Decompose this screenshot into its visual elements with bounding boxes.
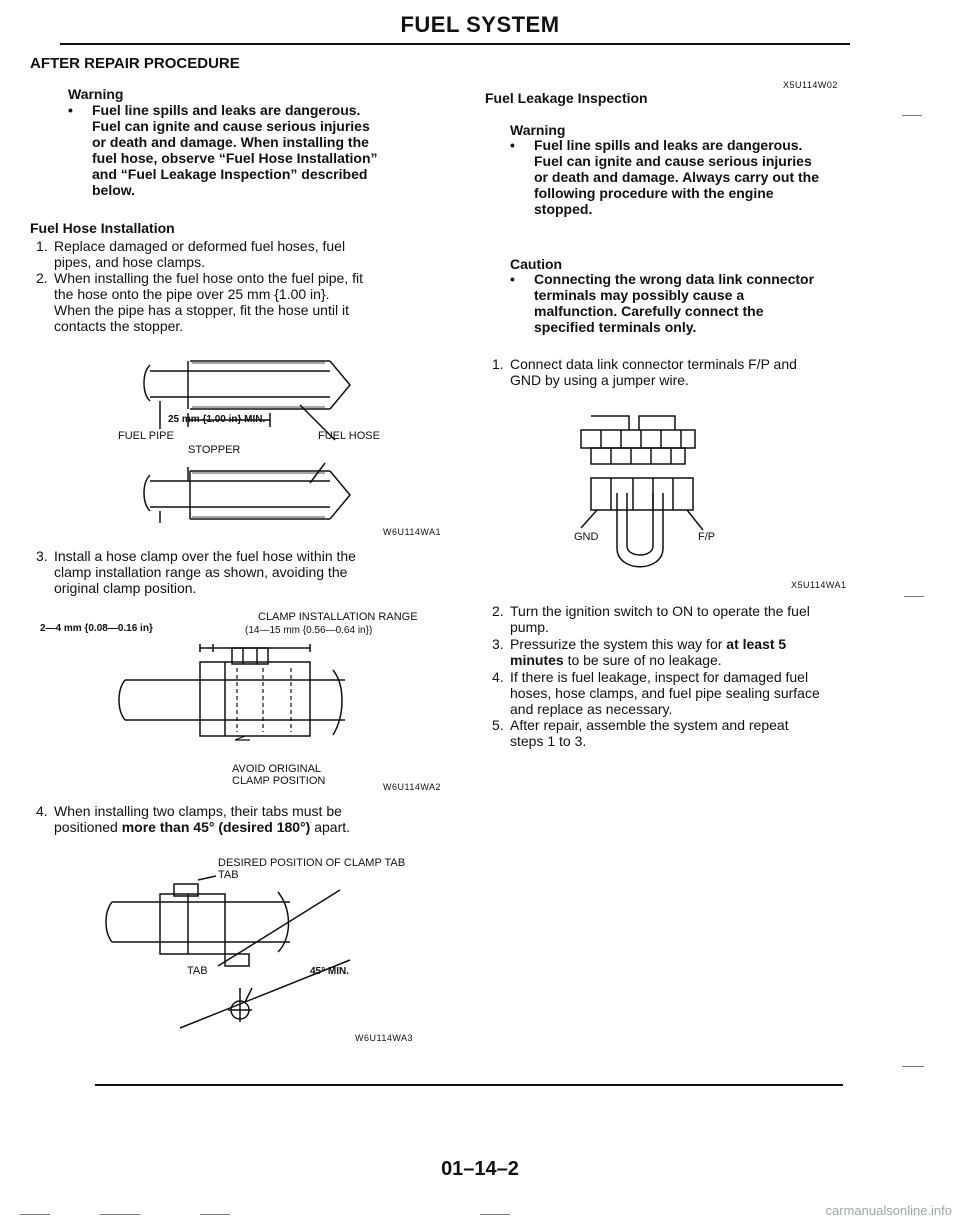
caution-bullet: • — [510, 271, 515, 287]
scan-mark — [904, 596, 924, 597]
clamp-range-diagram — [115, 640, 355, 740]
header-rule — [60, 43, 850, 45]
fig1-code: W6U114WA1 — [383, 527, 442, 537]
scan-mark — [200, 1214, 230, 1215]
scan-mark — [20, 1214, 50, 1215]
fig3-code: W6U114WA3 — [355, 1033, 414, 1043]
scan-mark — [100, 1214, 140, 1215]
fig1-fuel-pipe-label: FUEL PIPE — [118, 430, 174, 442]
right-warning-text: Fuel line spills and leaks are dangerous. Fuel can ignite and cause serious injuries or death and damage. Always carry out the following procedure with the engine stopped. — [534, 137, 820, 217]
caution-label: Caution — [510, 256, 563, 272]
right-code-top: X5U114W02 — [783, 80, 838, 90]
scan-mark — [902, 1066, 924, 1067]
page-header-title: FUEL SYSTEM — [400, 12, 560, 37]
fig1-stopper-label: STOPPER — [188, 444, 241, 456]
data-link-connector-diagram — [575, 408, 715, 573]
right-warning-label: Warning — [510, 122, 566, 138]
fig-gnd-label: GND — [574, 531, 599, 543]
left-warning-text: Fuel line spills and leaks are dangerous. Fuel can ignite and cause serious injuries or death and damage. When installing the fuel hose, observe “Fuel Hose Installation” and “Fuel Leakage Inspection” described below. — [92, 102, 378, 198]
fig1-fuel-hose-label: FUEL HOSE — [318, 430, 380, 442]
section-title: AFTER REPAIR PROCEDURE — [30, 55, 240, 72]
left-warning-bullet: • — [68, 102, 73, 118]
scan-mark — [902, 115, 922, 116]
left-warning-label: Warning — [68, 86, 124, 102]
fig1-dim-label: 25 mm {1.00 in} MIN. — [168, 414, 266, 425]
fig3-tab-top-label: TAB — [218, 869, 239, 881]
clamp-tab-diagram — [100, 880, 360, 1030]
fig3-desired-label: DESIRED POSITION OF CLAMP TAB — [218, 857, 406, 869]
hose-install-title: Fuel Hose Installation — [30, 220, 175, 236]
fig2-gap-label: 2—4 mm {0.08—0.16 in} — [40, 623, 153, 634]
scan-mark — [480, 1214, 510, 1215]
fig2-avoid-line1: AVOID ORIGINAL — [232, 763, 322, 775]
page-number: 01–14–2 — [441, 1158, 519, 1180]
right-warning-bullet: • — [510, 137, 515, 153]
fig2-avoid-line2: CLAMP POSITION — [232, 775, 326, 787]
fig3-tab-bottom-label: TAB — [187, 965, 208, 977]
fig-fp-label: F/P — [698, 531, 716, 543]
leak-inspection-title: Fuel Leakage Inspection — [485, 90, 648, 106]
footer-rule — [95, 1084, 843, 1086]
fig2-code: W6U114WA2 — [383, 782, 442, 792]
fig3-angle-label: 45° MIN. — [310, 966, 350, 977]
caution-text: Connecting the wrong data link connector terminals may possibly cause a malfunction. Carefully connect the specified terminals only. — [534, 271, 815, 335]
fig2-range-value: (14—15 mm {0.56—0.64 in}) — [245, 625, 373, 636]
right-fig-code: X5U114WA1 — [791, 580, 847, 590]
watermark: carmanualsonline.info — [825, 1203, 952, 1218]
fig2-range-title: CLAMP INSTALLATION RANGE — [258, 611, 418, 623]
